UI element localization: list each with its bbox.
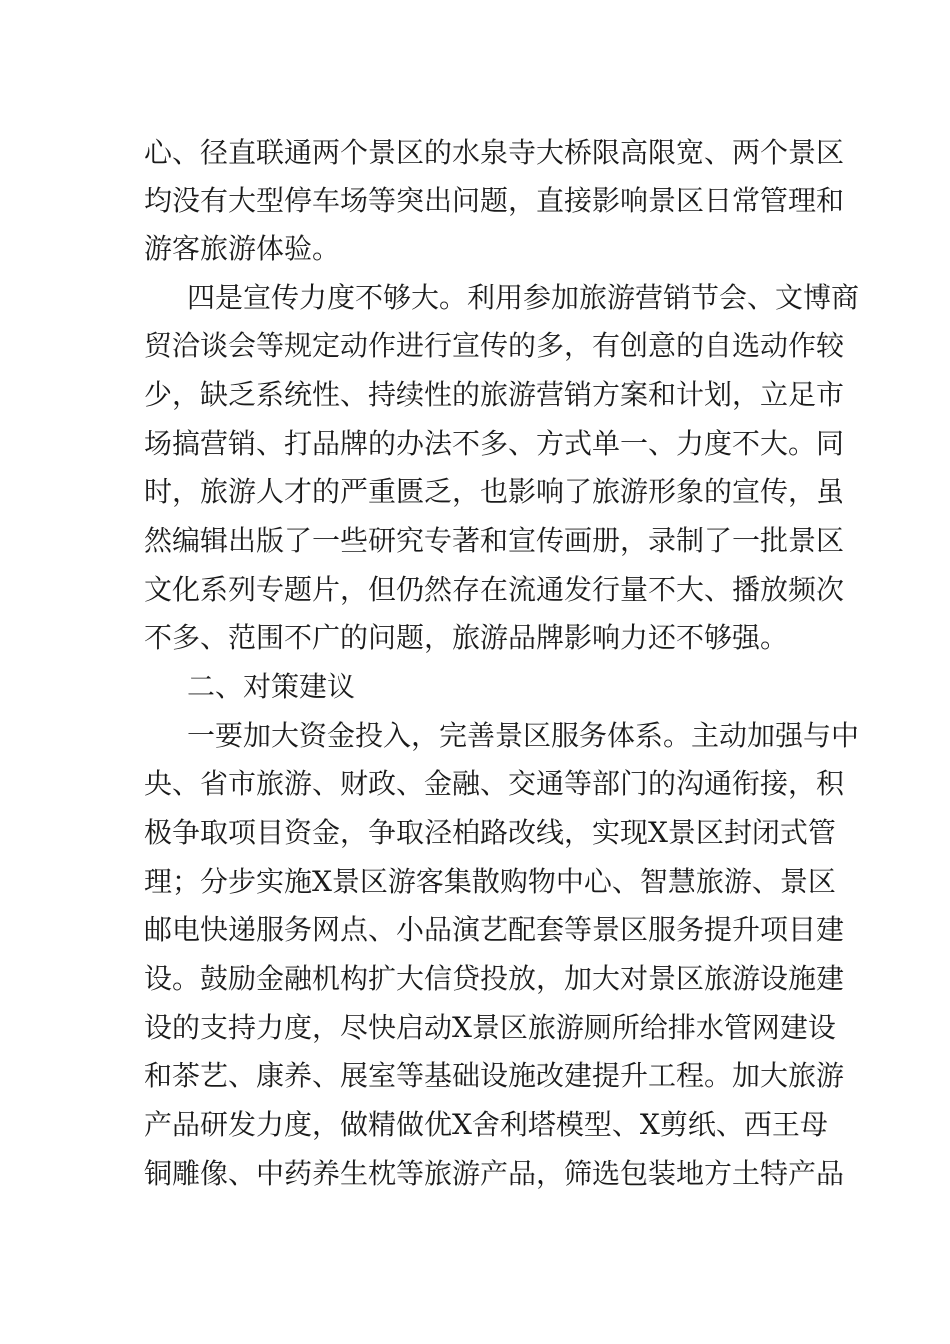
text-line: 央、省市旅游、财政、金融、交通等部门的沟通衔接，积 — [144, 767, 845, 800]
section-heading: 二、对策建议 — [187, 670, 356, 703]
text-line: 和茶艺、康养、展室等基础设施改建提升工程。加大旅游 — [144, 1059, 845, 1092]
text-line: 游客旅游体验。 — [144, 232, 341, 265]
text-line: 少，缺乏系统性、持续性的旅游营销方案和计划，立足市 — [144, 378, 845, 411]
text-line: 产品研发力度，做精做优X舍利塔模型、X剪纸、西王母 — [144, 1108, 828, 1141]
text-line: 均没有大型停车场等突出问题，直接影响景区日常管理和 — [144, 184, 845, 217]
text-line: 铜雕像、中药养生枕等旅游产品，筛选包装地方土特产品 — [144, 1157, 845, 1190]
text-line: 心、径直联通两个景区的水泉寺大桥限高限宽、两个景区 — [144, 136, 845, 169]
text-line: 时，旅游人才的严重匮乏，也影响了旅游形象的宣传，虽 — [144, 475, 845, 508]
text-line: 极争取项目资金，争取泾柏路改线，实现X景区封闭式管 — [144, 816, 836, 849]
text-line: 不多、范围不广的问题，旅游品牌影响力还不够强。 — [144, 621, 789, 654]
text-line: 然编辑出版了一些研究专著和宣传画册，录制了一批景区 — [144, 524, 845, 557]
text-line: 贸洽谈会等规定动作进行宣传的多，有创意的自选动作较 — [144, 329, 845, 362]
text-line: 邮电快递服务网点、小品演艺配套等景区服务提升项目建 — [144, 913, 845, 946]
text-line: 设的支持力度，尽快启动X景区旅游厕所给排水管网建设 — [144, 1011, 836, 1044]
text-line: 场搞营销、打品牌的办法不多、方式单一、力度不大。同 — [144, 427, 845, 460]
paragraph-start-line: 四是宣传力度不够大。利用参加旅游营销节会、文博商 — [187, 281, 860, 314]
text-line: 理；分步实施X景区游客集散购物中心、智慧旅游、景区 — [144, 865, 836, 898]
text-line: 文化系列专题片，但仍然存在流通发行量不大、播放频次 — [144, 573, 845, 606]
paragraph-start-line: 一要加大资金投入，完善景区服务体系。主动加强与中 — [187, 719, 860, 752]
text-line: 设。鼓励金融机构扩大信贷投放，加大对景区旅游设施建 — [144, 962, 845, 995]
